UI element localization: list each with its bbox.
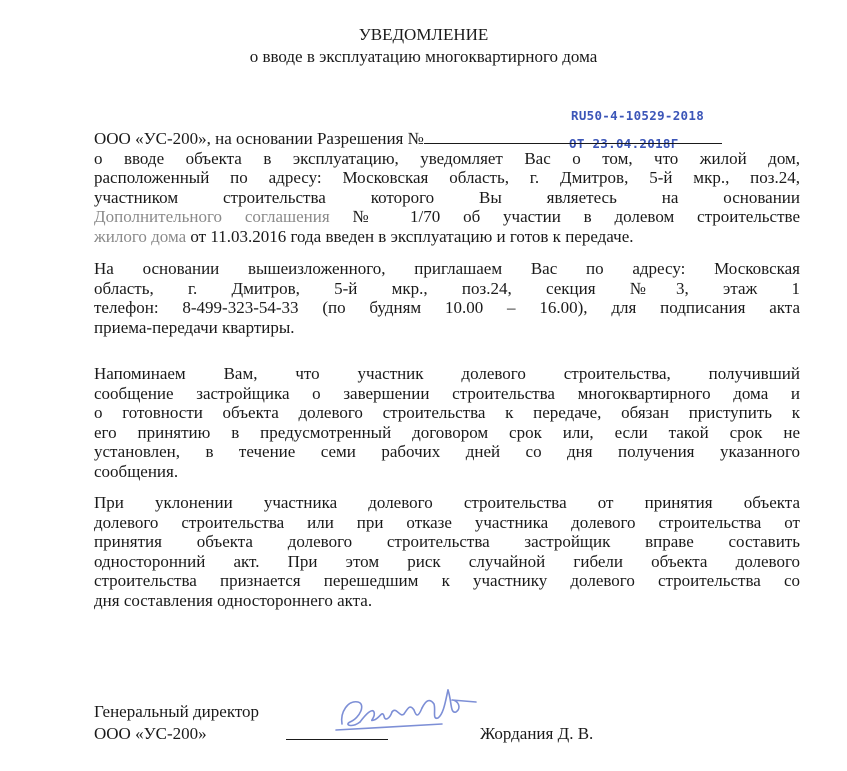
- paragraph-invitation-line-3: телефон: 8-499-323-54-33 (по будням 10.00 – 16.00), для подписания акта: [94, 298, 800, 318]
- signer-name: Жордания Д. В.: [480, 724, 594, 743]
- paragraph-reminder-line-3: о готовности объекта долевого строительства к передаче, обязан приступить к: [94, 403, 800, 423]
- paragraph-intro-line-6: жилого дома от 11.03.2016 года введен в эксплуатацию и готов к передаче.: [94, 226, 634, 246]
- paragraph-intro-line-4: участником строительства которого Вы являетесь на основании: [94, 187, 800, 207]
- paragraph-reminder-line-2: сообщение застройщика о завершении строительства многоквартирного дома и: [94, 383, 800, 403]
- paragraph-invitation-line-1: На основании вышеизложенного, приглашаем Вас по адресу: Московская: [94, 259, 800, 278]
- paragraph-evasion-line-4: односторонний акт. При этом риск случайной гибели объекта долевого: [94, 551, 800, 571]
- paragraph-intro-line-2: о вводе объекта в эксплуатацию, уведомляет Вас о том, что жилой дом,: [94, 148, 800, 168]
- paragraph-intro-line-5: Дополнительного соглашения № 1/70 об участии в долевом строительстве: [94, 207, 800, 227]
- paragraph-invitation-line-4: приема-передачи квартиры.: [94, 317, 295, 337]
- document-subtitle: о вводе в эксплуатацию многоквартирного дома: [249, 47, 598, 66]
- permit-date-stamp: ОТ 23.04.2018Г: [569, 136, 679, 151]
- paragraph-intro-line-1: ООО «УС-200», на основании Разрешения №: [94, 129, 800, 149]
- permit-number-blank: [424, 129, 722, 144]
- signer-company: ООО «УС-200»: [94, 724, 207, 743]
- paragraph-evasion-line-1: При уклонении участника долевого строительства от принятия объекта: [94, 493, 800, 512]
- paragraph-intro-line-3: расположенный по адресу: Московская область, г. Дмитров, 5-й мкр., поз.24,: [94, 168, 800, 188]
- paragraph-invitation: [94, 259, 800, 337]
- paragraph-evasion-line-5: строительства признается перешедшим к участнику долевого строительства со: [94, 571, 800, 591]
- paragraph-reminder-line-1: Напоминаем Вам, что участник долевого строительства, получивший: [94, 364, 800, 383]
- paragraph-reminder-line-6: сообщения.: [94, 461, 179, 481]
- permit-number-stamp: RU50-4-10529-2018: [571, 108, 705, 123]
- paragraph-evasion: [94, 493, 800, 611]
- handwritten-signature: [330, 678, 480, 740]
- paragraph-reminder-line-5: установлен, в течение семи рабочих дней со дня получения указанного: [94, 442, 800, 462]
- paragraph-evasion-line-2: долевого строительства или при отказе участника долевого строительства от: [94, 512, 800, 532]
- paragraph-invitation-line-2: область, г. Дмитров, 5-й мкр., поз.24, секция №3, этаж 1: [94, 278, 800, 298]
- paragraph-evasion-line-3: принятия объекта долевого строительства застройщик вправе составить: [94, 532, 800, 552]
- document-title: УВЕДОМЛЕНИЕ: [358, 25, 489, 44]
- paragraph-reminder-line-4: его принятию в предусмотренный договором срок или, если такой срок не: [94, 422, 800, 442]
- paragraph-reminder: [94, 364, 800, 482]
- signer-position: Генеральный директор: [94, 702, 260, 721]
- paragraph-evasion-line-6: дня составления одностороннего акта.: [94, 590, 373, 610]
- paragraph-intro: [94, 129, 800, 247]
